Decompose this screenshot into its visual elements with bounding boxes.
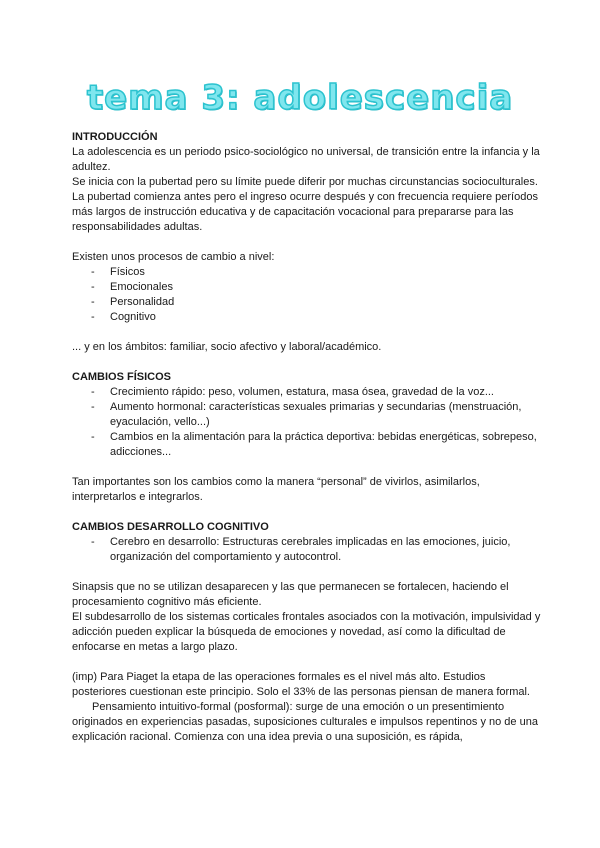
paragraph: (imp) Para Piaget la etapa de las operaciones formales es el nivel más alto. Estudios posteriores cuestionan este principio. Solo el 33% de las personas piensan de manera formal. — [72, 671, 530, 698]
list-item: - Cognitivo — [110, 310, 542, 325]
list-item: - Cambios en la alimentación para la práctica deportiva: bebidas energéticas, sobrepeso, adicciones... — [110, 430, 542, 460]
paragraph: La pubertad comienza antes pero el ingreso ocurre después y con frecuencia requiere períodos más largos de instrucción educativa y de capacitación vocacional para prepararse para las responsabilidades adultas. — [72, 191, 538, 233]
list-item: - Crecimiento rápido: peso, volumen, estatura, masa ósea, gravedad de la voz... — [110, 385, 542, 400]
cognitive-changes-list — [72, 535, 542, 565]
list-item: - Personalidad — [110, 295, 542, 310]
change-levels-list — [72, 265, 542, 325]
section-heading-cognitivo: CAMBIOS DESARROLLO COGNITIVO — [72, 521, 269, 533]
paragraph: ... y en los ámbitos: familiar, socio afectivo y laboral/académico. — [72, 341, 382, 353]
physical-changes-list — [72, 385, 542, 460]
paragraph: Pensamiento intuitivo-formal (posformal): surge de una emoción o un presentimiento originados en experiencias pasadas, suposiciones culturales e impulsos repentinos y no de una explicación racional. Comienza con una idea previa o una suposición, es rápida, — [72, 701, 538, 743]
paragraph: Se inicia con la pubertad pero su límite puede diferir por muchas circunstancias socioculturales. — [72, 176, 538, 188]
paragraph: El subdesarrollo de los sistemas corticales frontales asociados con la motivación, impulsividad y adicción pueden explicar la búsqueda de emociones y novedad, así como la dificultad de enfocarse en metas a largo plazo. — [72, 611, 541, 653]
page-title: tema 3: adolescencia — [86, 78, 514, 118]
paragraph: La adolescencia es un periodo psico-sociológico no universal, de transición entre la infancia y la adultez. — [72, 146, 540, 173]
section-heading-fisicos: CAMBIOS FÍSICOS — [72, 371, 172, 383]
document-body — [72, 130, 542, 745]
paragraph: Sinapsis que no se utilizan desaparecen y las que permanecen se fortalecen, haciendo el procesamiento cognitivo más eficiente. — [72, 581, 509, 608]
list-item: - Cerebro en desarrollo: Estructuras cerebrales implicadas en las emociones, juicio, organización del comportamiento y autocontrol. — [110, 535, 542, 565]
list-item: - Físicos — [110, 265, 542, 280]
section-heading-intro: INTRODUCCIÓN — [72, 131, 158, 143]
list-item: - Emocionales — [110, 280, 542, 295]
paragraph: Tan importantes son los cambios como la manera “personal” de vivirlos, asimilarlos, interpretarlos e integrarlos. — [72, 476, 480, 503]
paragraph: Existen unos procesos de cambio a nivel: — [72, 251, 275, 263]
list-item: - Aumento hormonal: características sexuales primarias y secundarias (menstruación, eyaculación, vello...) — [110, 400, 542, 430]
